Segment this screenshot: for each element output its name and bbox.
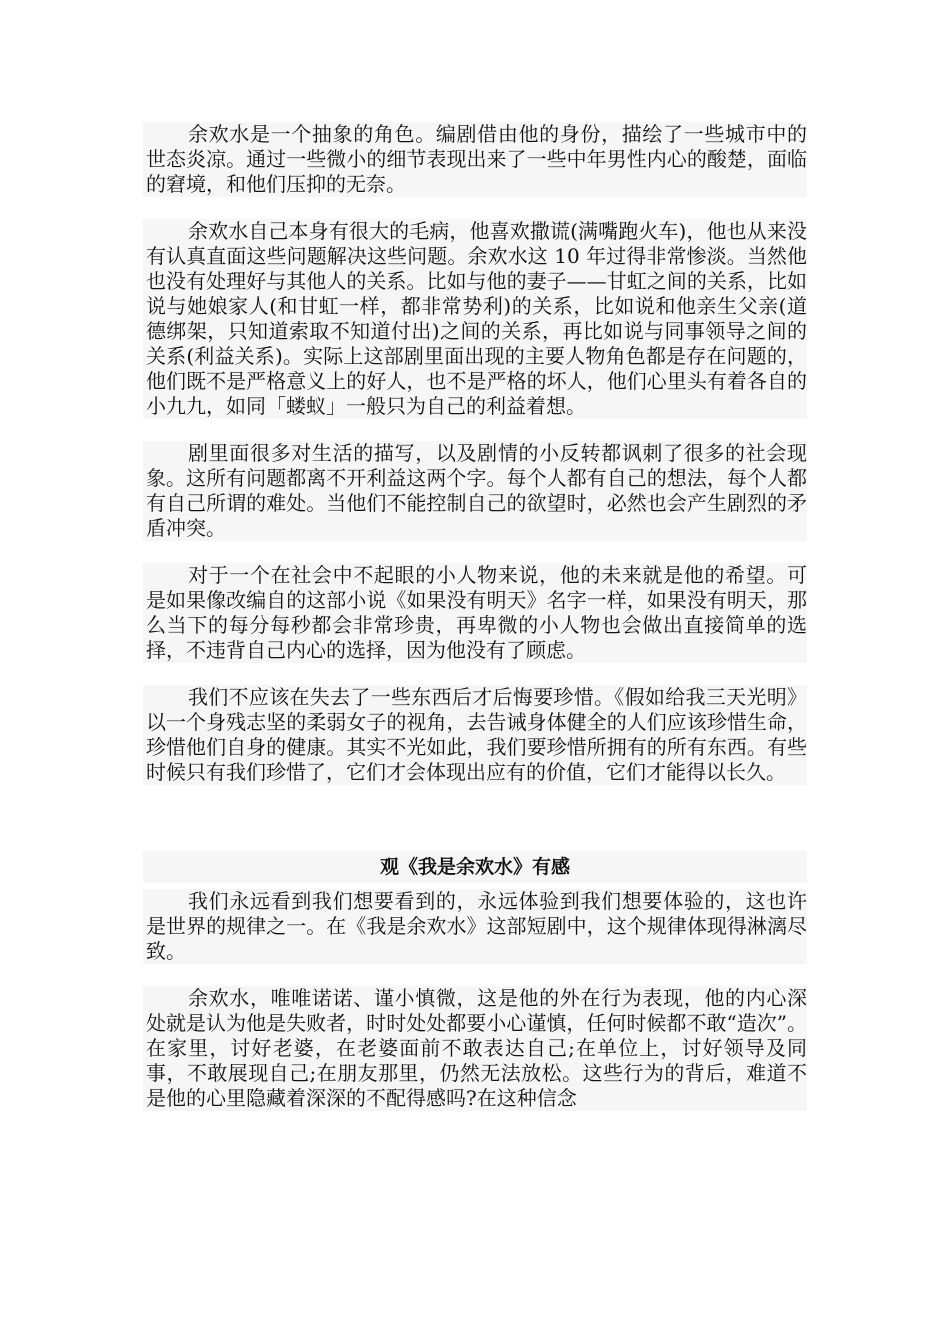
- paragraph: 余欢水自己本身有很大的毛病，他喜欢撒谎(满嘴跑火车)，他也从来没有认真直面这些问题解决这些问题。余欢水这 10 年过得非常惨淡。当然他也没有处理好与其他人的关系。比如与他的妻子——甘虹之间的关系，比如说与她娘家人(和甘虹一样，都非常势利)的关系，比如说和他亲生父亲(道德绑架，只知道索取不知道付出)之间的关系，再比如说与同事领导之间的关系(利益关系)。实际上这部剧里面出现的主要人物角色都是存在问题的，他们既不是严格意义上的好人，也不是严格的坏人，他们心里头有着各自的小九九，如同「蝼蚁」一般只为自己的利益着想。: [143, 219, 807, 419]
- paragraph: 余欢水，唯唯诺诺、谨小慎微，这是他的外在行为表现，他的内心深处就是认为他是失败者，时时处处都要小心谨慎，任何时候都不敢“造次”。在家里，讨好老婆，在老婆面前不敢表达自己;在单位上，讨好领导及同事，不敢展现自己;在朋友那里，仍然无法放松。这些行为的背后，难道不是他的心里隐藏着深深的不配得感吗?在这种信念: [143, 986, 807, 1111]
- paragraph: 剧里面很多对生活的描写，以及剧情的小反转都讽刺了很多的社会现象。这所有问题都离不开利益这两个字。每个人都有自己的想法，每个人都有自己所谓的难处。当他们不能控制自己的欲望时，必然也会产生剧烈的矛盾冲突。: [143, 441, 807, 541]
- paragraph: 对于一个在社会中不起眼的小人物来说，他的未来就是他的希望。可是如果像改编自的这部小说《如果没有明天》名字一样，如果没有明天，那么当下的每分每秒都会非常珍贵，再卑微的小人物也会做出直接简单的选择，不违背自己内心的选择，因为他没有了顾虑。: [143, 563, 807, 663]
- paragraph: 我们不应该在失去了一些东西后才后悔要珍惜。《假如给我三天光明》以一个身残志坚的柔弱女子的视角，去告诫身体健全的人们应该珍惜生命，珍惜他们自身的健康。其实不光如此，我们要珍惜所拥有的所有东西。有些时候只有我们珍惜了，它们才会体现出应有的价值，它们才能得以长久。: [143, 685, 807, 785]
- article-title: 观《我是余欢水》有感: [143, 851, 807, 883]
- paragraph: 余欢水是一个抽象的角色。编剧借由他的身份，描绘了一些城市中的世态炎凉。通过一些微小的细节表现出来了一些中年男性内心的酸楚，面临的窘境，和他们压抑的无奈。: [143, 122, 807, 197]
- paragraph: 我们永远看到我们想要看到的，永远体验到我们想要体验的，这也许是世界的规律之一。在《我是余欢水》这部短剧中，这个规律体现得淋漓尽致。: [143, 889, 807, 964]
- document-page: [143, 122, 807, 1111]
